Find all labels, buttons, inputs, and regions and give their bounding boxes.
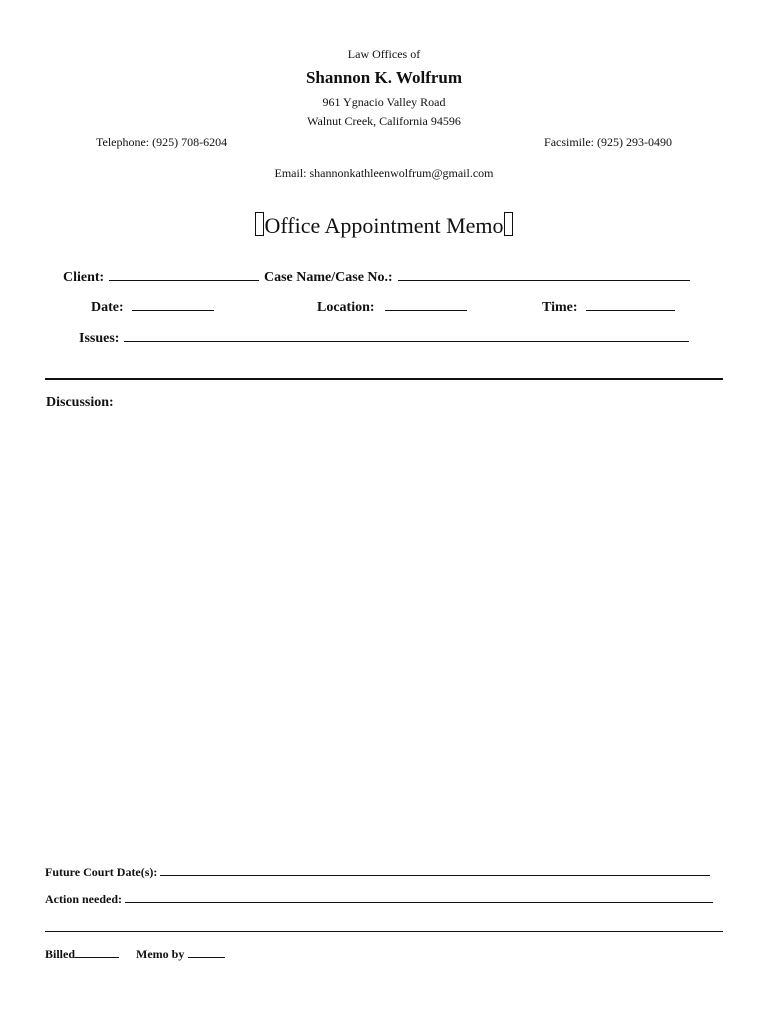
- address-line-2: Walnut Creek, California 94596: [307, 114, 461, 128]
- client-blank[interactable]: [109, 268, 259, 281]
- email: Email: shannonkathleenwolfrum@gmail.com: [274, 166, 494, 180]
- case-field: [264, 268, 690, 286]
- case-blank[interactable]: [398, 268, 690, 281]
- law-offices-label: Law Offices of: [347, 47, 421, 61]
- location-blank[interactable]: [385, 298, 467, 311]
- client-label: Client:: [63, 270, 105, 285]
- issues-blank[interactable]: [124, 329, 689, 342]
- issues-label: Issues:: [79, 331, 120, 346]
- location-label: Location:: [317, 300, 375, 315]
- future-court-blank[interactable]: [160, 865, 710, 876]
- client-field: [63, 268, 259, 286]
- address-line-1: 961 Ygnacio Valley Road: [322, 95, 446, 109]
- time-field: [542, 298, 675, 316]
- date-blank[interactable]: [132, 298, 214, 311]
- action-needed-blank[interactable]: [125, 892, 713, 903]
- billed-field: [45, 947, 119, 962]
- billed-label: Billed: [45, 947, 76, 961]
- future-court-label: Future Court Date(s):: [45, 865, 158, 879]
- facsimile: Facsimile: (925) 293-0490: [544, 135, 672, 149]
- memo-by-blank[interactable]: [188, 947, 225, 958]
- attorney-name: Shannon K. Wolfrum: [305, 68, 463, 87]
- memo-title: [0, 212, 768, 239]
- discussion-label: Discussion:: [46, 395, 114, 410]
- case-label: Case Name/Case No.:: [264, 270, 393, 285]
- memo-title-text: Office Appointment Memo: [264, 213, 504, 238]
- date-field: [91, 298, 214, 316]
- issues-field: [79, 329, 689, 347]
- telephone: Telephone: (925) 708-6204: [96, 135, 228, 149]
- action-needed-label: Action needed:: [45, 892, 122, 906]
- time-label: Time:: [542, 300, 578, 315]
- location-field: [317, 298, 467, 316]
- billed-blank[interactable]: [75, 947, 119, 958]
- box-glyph-icon: [504, 212, 513, 236]
- action-needed-field: [45, 892, 713, 907]
- date-label: Date:: [91, 300, 124, 315]
- memo-by-label: Memo by: [136, 947, 185, 961]
- extra-blank-line[interactable]: [45, 931, 723, 932]
- time-blank[interactable]: [586, 298, 675, 311]
- memo-by-field: [136, 947, 225, 962]
- future-court-field: [45, 865, 710, 880]
- section-divider: [45, 378, 723, 380]
